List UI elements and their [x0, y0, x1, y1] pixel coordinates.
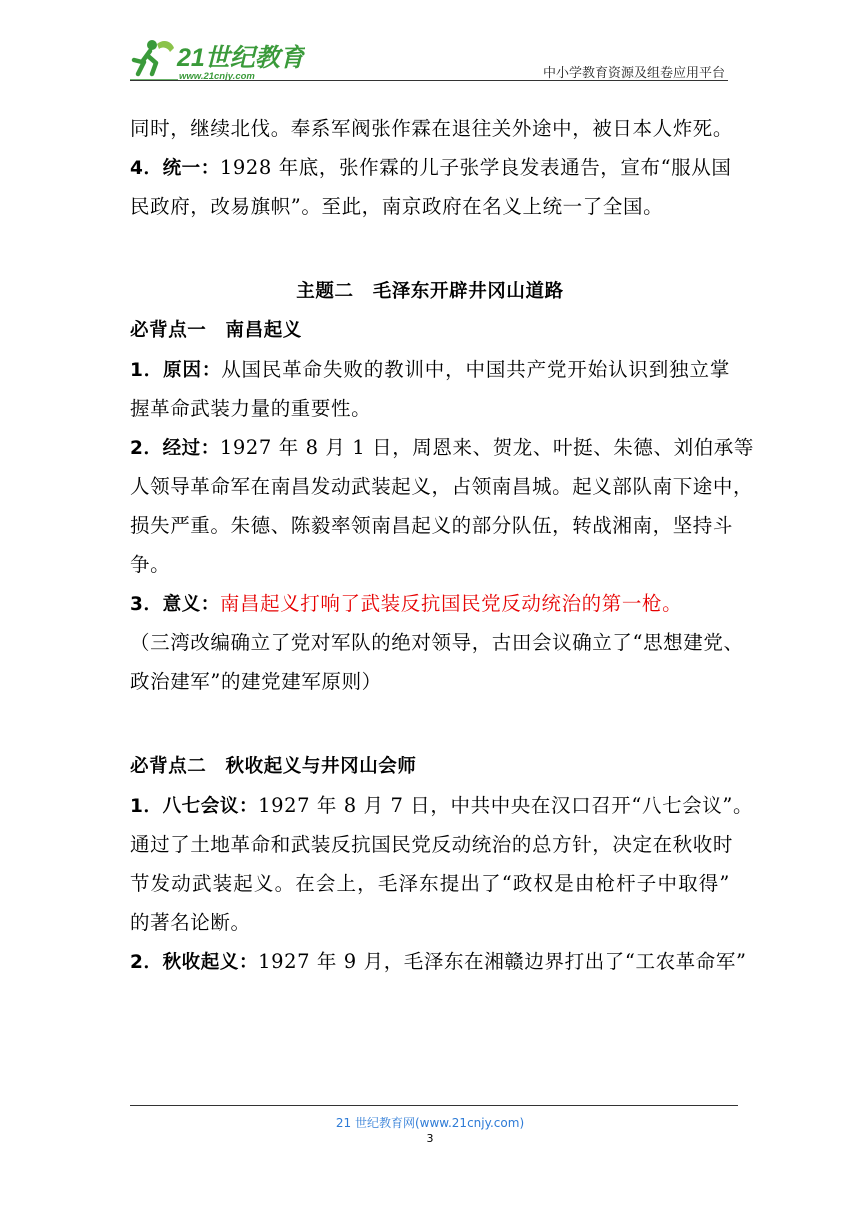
section-title: 主题二 毛泽东开辟井冈山道路 [296, 281, 564, 302]
paragraph-line: 损失严重。朱德、陈毅率领南昌起义的部分队伍，转战湘南，坚持斗 [130, 514, 734, 537]
platform-name: 中小学教育资源及组卷应用平台 [542, 66, 725, 81]
note-line: （三湾改编确立了党对军队的绝对领导，古田会议确立了“思想建党、 [130, 631, 744, 654]
item-label: 3．意义： [130, 594, 220, 615]
logo-text: 21世纪教育 [177, 44, 305, 72]
item-text: 1927 年 8 月 7 日，中共中央在汉口召开“八七会议”。 [258, 794, 754, 817]
item-text: 1928 年底，张作霖的儿子张学良发表通告，宣布“服从国 [219, 156, 732, 179]
item-label: 1．八七会议： [130, 796, 259, 817]
page-number: 3 [426, 1132, 434, 1145]
paragraph-line [130, 942, 747, 981]
runner-icon [134, 40, 174, 74]
logo-url-text: www.21cnjy.com [179, 71, 255, 82]
footer-divider [130, 1105, 738, 1106]
subsection-title: 必背点一 南昌起义 [130, 320, 302, 341]
paragraph-line: 争。 [130, 553, 171, 576]
footer-site-link[interactable]: 21 世纪教育网(www.21cnjy.com) [335, 1116, 525, 1130]
subsection-title: 必背点二 秋收起义与井冈山会师 [130, 756, 417, 777]
paragraph-line [130, 786, 754, 825]
paragraph-line [130, 350, 730, 389]
paragraph-line: 节发动武装起义。在会上，毛泽东提出了“政权是由枪杆子中取得” [130, 872, 730, 895]
paragraph-line: 握革命武装力量的重要性。 [130, 397, 372, 420]
note-line: 政治建军”的建党建军原则） [130, 670, 382, 693]
header-divider [130, 80, 728, 81]
document-body [130, 109, 755, 981]
paragraph-line: 的著名论断。 [130, 911, 251, 934]
paragraph-line: 同时，继续北伐。奉系军阀张作霖在退往关外途中，被日本人炸死。 [130, 117, 734, 140]
item-label: 2．经过： [130, 438, 220, 459]
item-text: 从国民革命失败的教训中，中国共产党开始认识到独立掌 [221, 358, 730, 381]
item-label: 4．统一： [130, 158, 220, 179]
paragraph-line: 人领导革命军在南昌发动武装起义，占领南昌城。起义部队南下途中， [130, 475, 754, 498]
item-text: 1927 年 9 月，毛泽东在湘赣边界打出了“工农革命军” [258, 950, 747, 973]
item-text: 1927 年 8 月 1 日，周恩来、贺龙、叶挺、朱德、刘伯承等 [219, 436, 755, 459]
paragraph-line: 民政府，改易旗帜”。至此，南京政府在名义上统一了全国。 [130, 195, 664, 218]
item-label: 2．秋收起义： [130, 952, 259, 973]
paragraph-line [130, 428, 755, 467]
paragraph-line [130, 148, 730, 187]
paragraph-line: 通过了土地革命和武装反抗国民党反动统治的总方针，决定在秋收时 [130, 833, 734, 856]
site-logo [130, 36, 305, 82]
highlight-text: 南昌起义打响了武装反抗国民党反动统治的第一枪。 [219, 592, 683, 615]
paragraph-line [130, 584, 730, 623]
item-label: 1．原因： [130, 360, 222, 381]
